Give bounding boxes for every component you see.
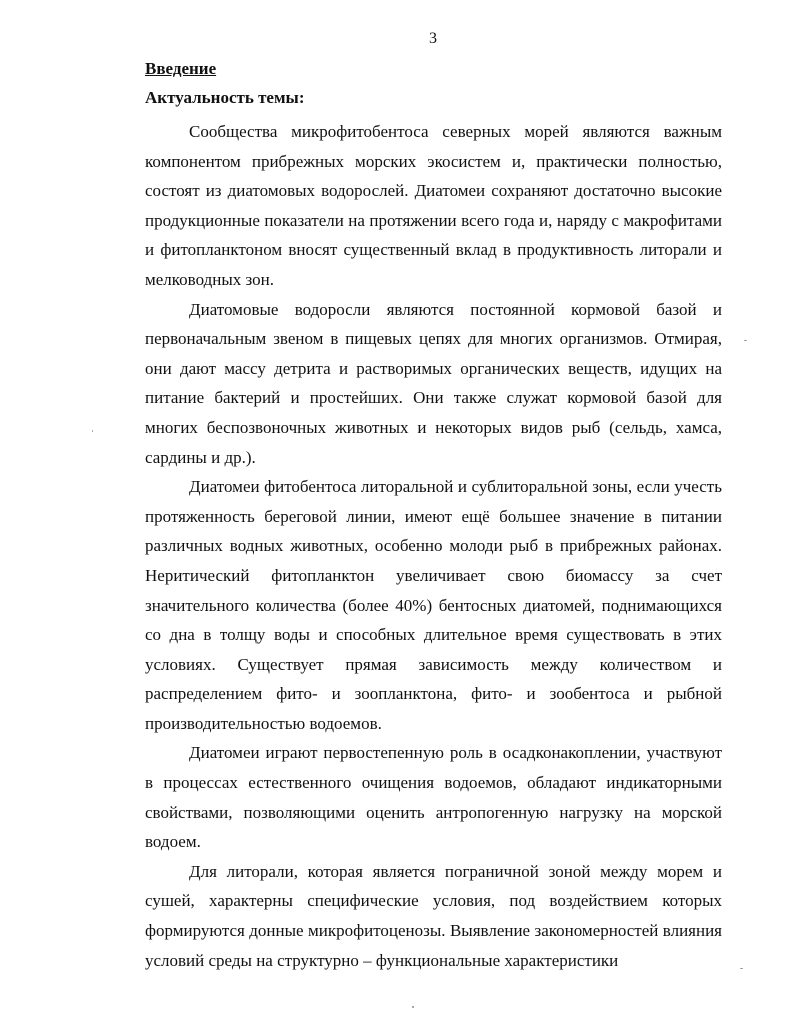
scan-speck <box>92 430 93 432</box>
page-number: 3 <box>429 30 437 47</box>
paragraph-4: Диатомеи играют первостепенную роль в осадконакоплении, участвуют в процессах естественного очищения водоемов, обладают индикаторными свойствами, позволяющими оценить антропогенную нагрузку на морской водоем. <box>145 743 722 852</box>
subsection-heading-topic-relevance: Актуальность темы: <box>145 88 305 107</box>
paragraph-5: Для литорали, которая является пограничной зоной между морем и сушей, характерны специфические условия, под воздействием которых формируются донные микрофитоценозы. Выявление закономерностей влияния условий среды на структурно – функциональные характеристики <box>145 861 722 970</box>
scan-speck <box>740 968 743 969</box>
paragraph-2: Диатомовые водоросли являются постоянной кормовой базой и первоначальным звеном в пищевых цепях для многих организмов. Отмирая, они дают массу детрита и растворимых органических веществ, идущих на питание бактерий и простейших. Они также служат кормовой базой для многих беспозвоночных животных и некоторых видов рыб (сельдь, хамса, сардины и др.). <box>145 299 722 467</box>
body-text <box>145 117 722 975</box>
scan-speck <box>412 1006 414 1008</box>
scan-speck <box>744 340 747 341</box>
paragraph-1: Сообщества микрофитобентоса северных морей являются важным компонентом прибрежных морских экосистем и, практически полностью, состоят из диатомовых водорослей. Диатомеи сохраняют достаточно высокие продукционные показатели на протяжении всего года и, наряду с макрофитами и фитопланктоном вносят существенный вклад в продуктивность литорали и мелководных зон. <box>145 122 722 289</box>
section-heading-introduction: Введение <box>145 59 217 78</box>
paragraph-3: Диатомеи фитобентоса литоральной и сублиторальной зоны, если учесть протяженность береговой линии, имеют ещё большее значение в питании различных водных животных, особенно молоди рыб в прибрежных районах. Неритический фитопланктон увеличивает свою биомассу за счет значительного количества (более 40%) бентосных диатомей, поднимающихся со дна в толщу воды и способных длительное время существовать в этих условиях. Существует прямая зависимость между количеством и распределением фито- и зоопланктона, фито- и зообентоса и рыбной производительностью водоемов. <box>145 477 722 733</box>
